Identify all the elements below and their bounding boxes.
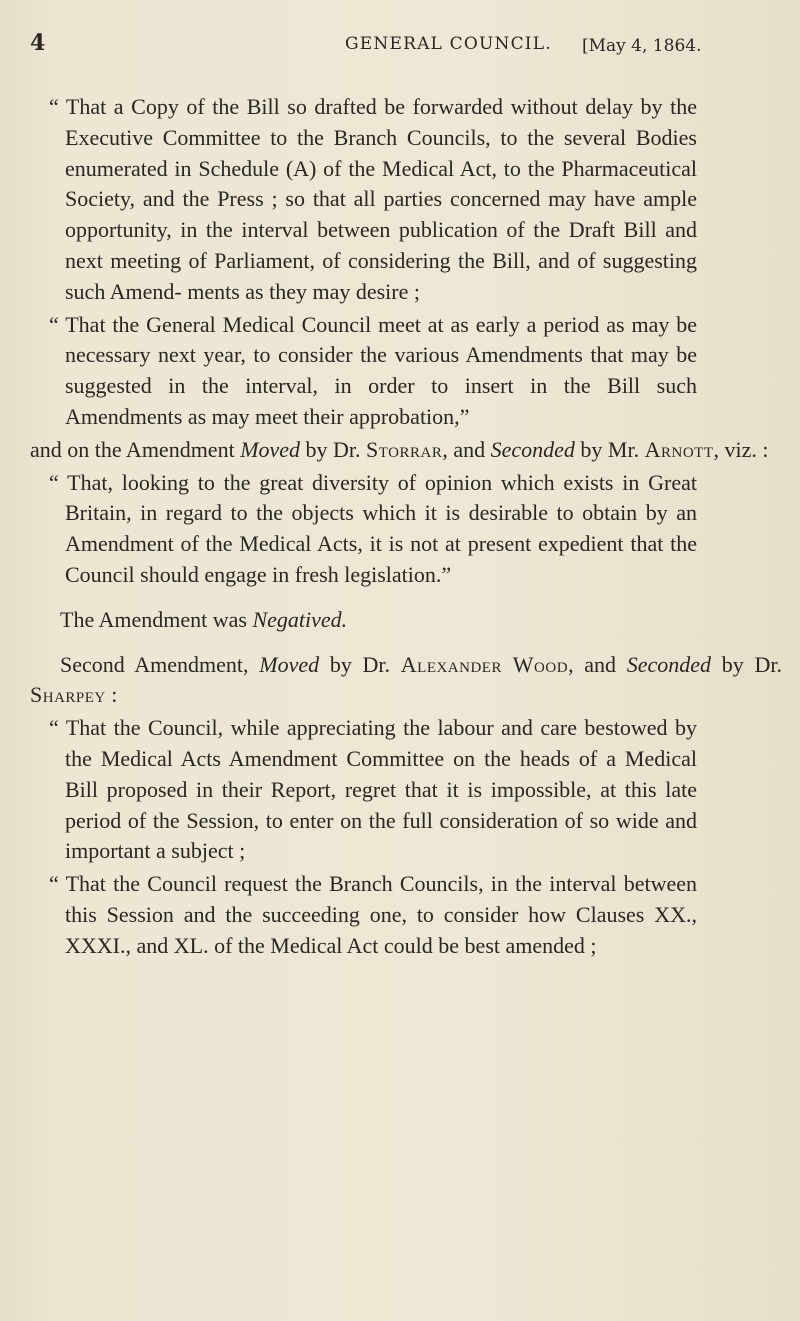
body-text — [0, 92, 800, 962]
second-amendment-text-5: : — [105, 682, 118, 708]
second-mover-name: Alexander Wood — [400, 651, 569, 677]
header-date: [May 4, 1864. — [582, 36, 702, 56]
resolution-paragraph-1: “ That a Copy of the Bill so drafted be forwarded without delay by the Executive Committee to the Branch Councils, to the several Bodies enumerated in Schedule (A) of the Medical Act, to the Pharmaceutical Society, and the Press ; so that all parties concerned may have ample opportunity, in the interval between publication of the Draft Bill and next meeting of Parliament, of considering the Bill, and of suggesting such Amend- ments as they may desire ; — [49, 94, 697, 304]
second-amendment-text: Second Amendment, — [60, 651, 260, 677]
amendment-intro-text-2: by Dr. — [300, 436, 367, 462]
page-header — [0, 30, 800, 60]
resolution-paragraph-2: “ That the General Medical Council meet at as early a period as may be necessary next year, to consider the various Amendments that may be suggested in the interval, in order to insert in the Bill such Amendments as may meet their approbation,” — [49, 311, 697, 429]
seconded-label: Seconded — [490, 436, 575, 462]
second-amendment-paragraph-1: “ That the Council, while appreciating the labour and care bestowed by the Medical Acts Amendment Committee on the heads of a Medical Bill proposed in their Report, regret that it is impossible, at this late period of the Session, to enter on the full consideration of so wide and important a subject ; — [49, 715, 697, 864]
amendment-result-paragraph — [0, 605, 800, 636]
amendment-intro-paragraph — [0, 435, 800, 466]
amendment-intro-text-4: by Mr. — [574, 436, 645, 462]
second-moved-label: Moved — [259, 651, 320, 677]
second-seconded-label: Seconded — [626, 651, 712, 677]
page-number: 4 — [30, 30, 46, 56]
seconder-name: Arnott — [644, 436, 714, 462]
amendment-result-text: The Amendment was — [60, 606, 253, 632]
moved-label: Moved — [240, 436, 301, 462]
amendment-intro-text-3: , and — [442, 436, 491, 462]
mover-name: Storrar — [366, 436, 443, 462]
second-amendment-text-2: by Dr. — [319, 651, 401, 677]
second-amendment-text-4: by Dr. — [711, 651, 782, 677]
second-seconder-name: Sharpey — [30, 682, 106, 708]
running-title: GENERAL COUNCIL. — [345, 34, 552, 54]
second-amendment-intro-paragraph — [0, 650, 800, 712]
negatived-label: Negatived. — [252, 606, 348, 632]
amendment-intro-text: and on the Amendment — [30, 436, 241, 462]
amendment-intro-text-5: , viz. : — [713, 436, 769, 462]
second-amendment-text-3: , and — [568, 651, 627, 677]
second-amendment-paragraph-2: “ That the Council request the Branch Councils, in the interval between this Session and the succeeding one, to consider how Clauses XX., XXXI., and XL. of the Medical Act could be best amended ; — [49, 871, 697, 958]
amendment-text-paragraph: “ That, looking to the great diversity of opinion which exists in Great Britain, in regard to the objects which it is desirable to obtain by an Amendment of the Medical Acts, it is not at present expedient that the Council should engage in fresh legislation.” — [49, 469, 697, 587]
